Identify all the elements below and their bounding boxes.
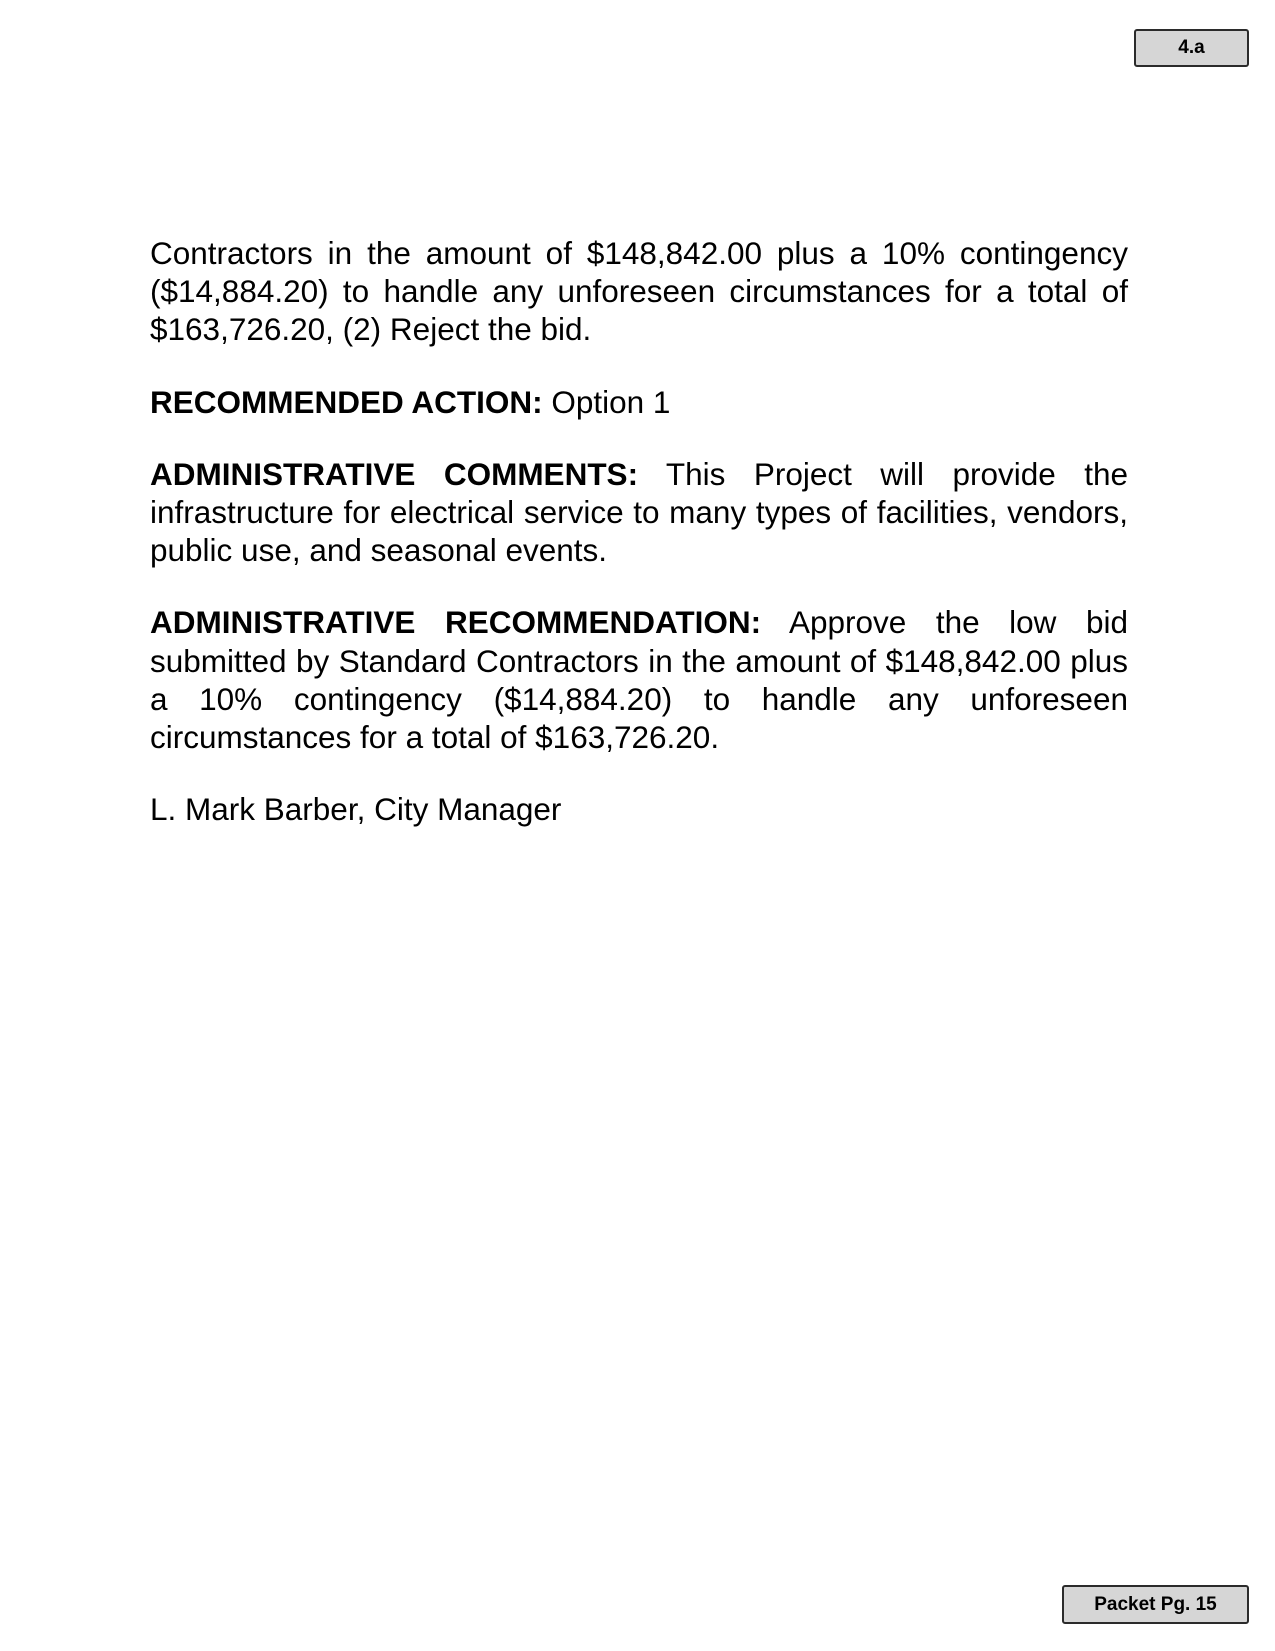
recommended-action-paragraph — [150, 383, 1128, 421]
agenda-item-number-tag — [1134, 29, 1249, 67]
recommended-action-text: Option 1 — [542, 383, 671, 420]
agenda-item-number: 4.a — [1178, 37, 1205, 58]
administrative-recommendation-paragraph — [150, 603, 1128, 756]
intro-line-3: circumstances for a total of $163,726.20, (2) Reject the bid. — [150, 273, 1128, 348]
intro-line-1: Contractors in the amount of $148,842.00 plus a 10% — [150, 235, 945, 271]
administrative-recommendation-line-3: plus a 10% contingency ($14,884.20) to handle any unforeseen — [150, 642, 1128, 717]
administrative-comments-line-3: vendors, public use, and seasonal events. — [150, 494, 1128, 569]
intro-paragraph — [150, 234, 1128, 349]
signature-line: L. Mark Barber, City Manager — [150, 791, 562, 828]
administrative-recommendation-line-4: circumstances for a total of $163,726.20. — [150, 719, 720, 756]
administrative-comments-line-2: infrastructure for electrical service to many types of facilities, — [150, 494, 998, 531]
packet-page-tag — [1062, 1585, 1249, 1624]
administrative-recommendation-line-1: Approve the low bid — [788, 604, 1129, 641]
administrative-comments-paragraph — [150, 455, 1128, 570]
administrative-recommendation-line-2: submitted by Standard Contractors in the amount of $148,842.00 — [150, 642, 1061, 679]
intro-line-2: contingency ($14,884.20) to handle any unforeseen — [150, 235, 1128, 310]
administrative-comments-label: ADMINISTRATIVE COMMENTS: — [150, 455, 639, 492]
packet-page-number: Packet Pg. 15 — [1094, 1593, 1217, 1615]
administrative-comments-line-1: This Project will provide the — [665, 455, 1128, 492]
document-body — [150, 234, 1128, 862]
administrative-recommendation-label: ADMINISTRATIVE RECOMMENDATION: — [150, 604, 762, 641]
recommended-action-label: RECOMMENDED ACTION: — [150, 383, 543, 420]
